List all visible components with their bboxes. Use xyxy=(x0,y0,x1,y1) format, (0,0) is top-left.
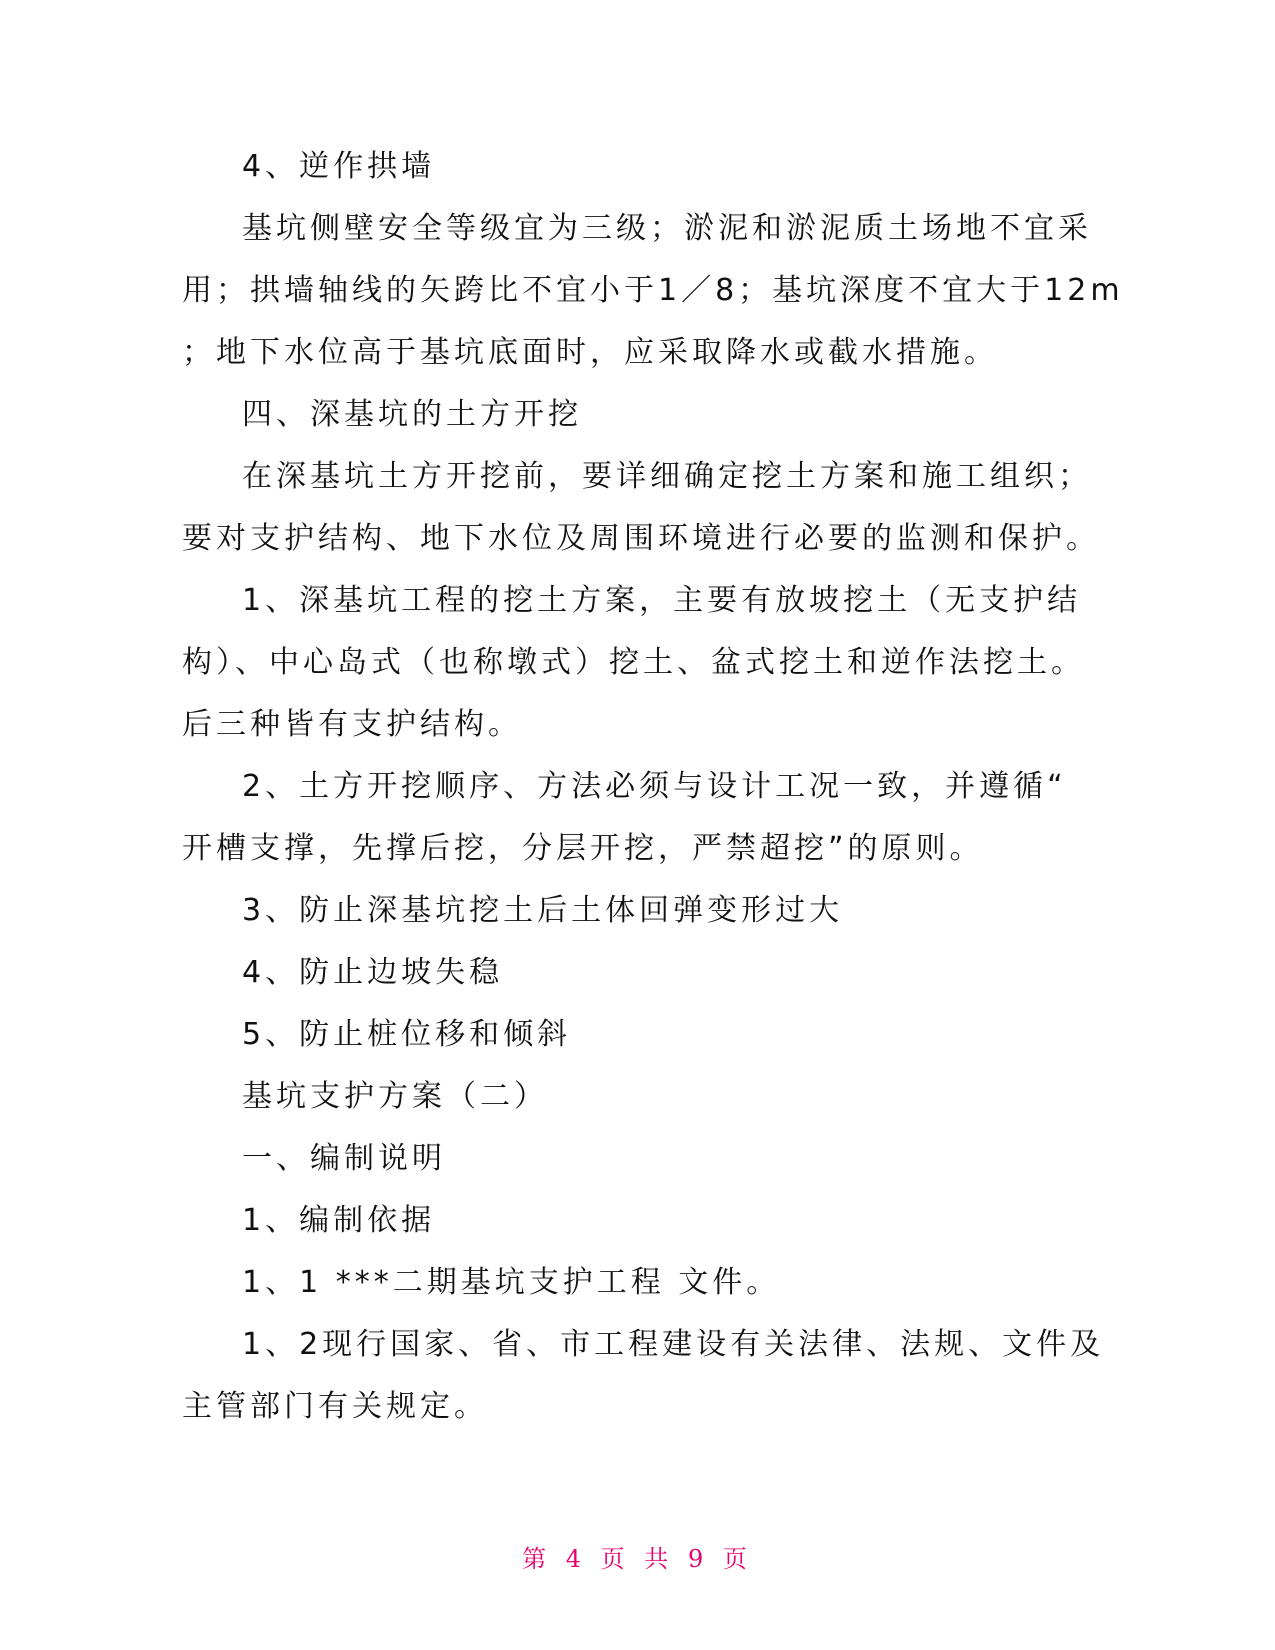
text-line: 主管部门有关规定。 xyxy=(182,1389,488,1424)
text-line: 1、深基坑工程的挖土方案，主要有放坡挖土（无支护结 xyxy=(242,583,1082,618)
text-line: 1、1 ***二期基坑支护工程 文件。 xyxy=(242,1265,781,1300)
document-title: 基坑支护方案（二） xyxy=(242,1079,548,1114)
text-line: 构）、中心岛式（也称墩式）挖土、盆式挖土和逆作法挖土。 xyxy=(182,645,1085,680)
text-line: 5、防止桩位移和倾斜 xyxy=(242,1017,572,1052)
text-line: 要对支护结构、地下水位及周围环境进行必要的监测和保护。 xyxy=(182,521,1100,556)
document-body xyxy=(182,136,1124,1438)
section-heading: 四、深基坑的土方开挖 xyxy=(242,397,582,432)
text-line: 1、编制依据 xyxy=(242,1203,436,1238)
text-line: 在深基坑土方开挖前，要详细确定挖土方案和施工组织； xyxy=(242,459,1092,494)
text-line: 4、逆作拱墙 xyxy=(242,149,436,184)
section-heading: 一、编制说明 xyxy=(242,1141,446,1176)
text-line: ；地下水位高于基坑底面时，应采取降水或截水措施。 xyxy=(182,335,998,370)
text-line: 基坑侧壁安全等级宜为三级；淤泥和淤泥质土场地不宜采 xyxy=(242,211,1092,246)
text-line: 2、土方开挖顺序、方法必须与设计工况一致，并遵循“ xyxy=(242,769,1067,804)
text-line: 1、2现行国家、省、市工程建设有关法律、法规、文件及 xyxy=(242,1327,1105,1362)
text-line: 用；拱墙轴线的矢跨比不宜小于1／8；基坑深度不宜大于12m xyxy=(182,273,1124,308)
text-line: 后三种皆有支护结构。 xyxy=(182,707,522,742)
text-line: 4、防止边坡失稳 xyxy=(242,955,504,990)
page-number-footer: 第 4 页 共 9 页 xyxy=(522,1545,753,1573)
text-line: 3、防止深基坑挖土后土体回弹变形过大 xyxy=(242,893,844,928)
text-line: 开槽支撑，先撑后挖，分层开挖，严禁超挖”的原则。 xyxy=(182,831,984,866)
